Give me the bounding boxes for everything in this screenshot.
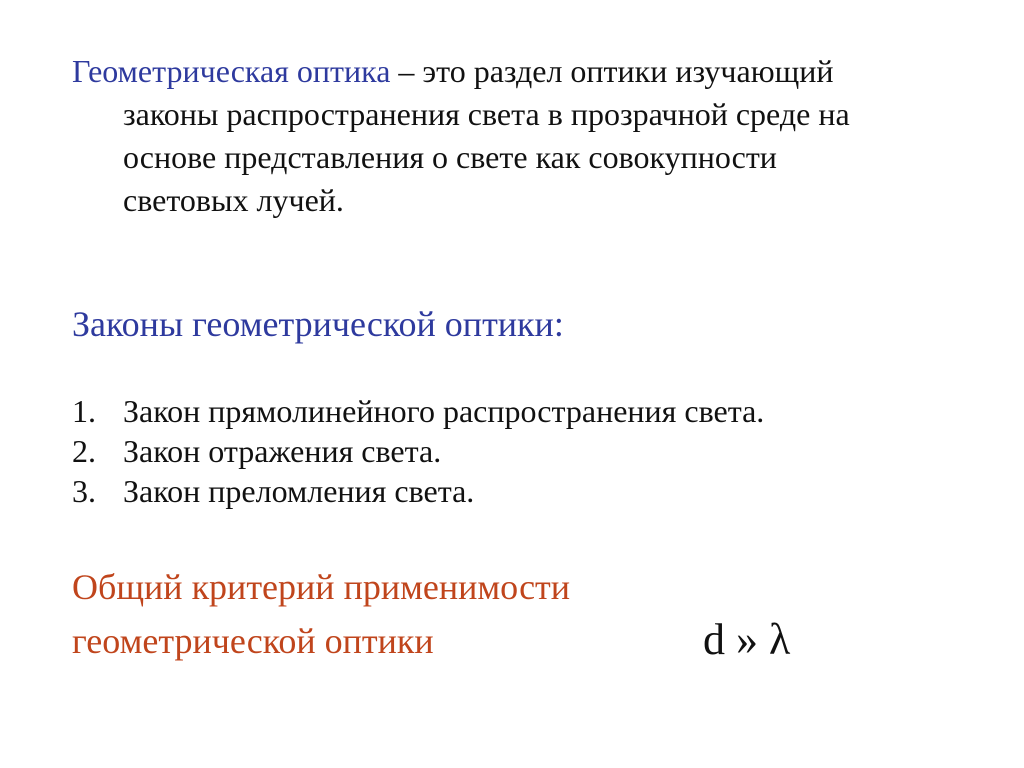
list-item-number: 2. [72, 433, 96, 469]
definition-line: основе представления о свете как совокупности [123, 139, 777, 175]
list-item-number: 1. [72, 393, 96, 429]
applicability-formula: d » λ [703, 615, 791, 664]
criterion-line: геометрической оптики [72, 621, 434, 661]
definition-line: законы распространения света в прозрачной среде на [123, 96, 850, 132]
definition-intro: – это раздел оптики изучающий [390, 53, 834, 89]
criterion-line: Общий критерий применимости [72, 567, 571, 607]
list-item-text: Закон преломления света. [123, 473, 475, 509]
list-item [72, 431, 764, 471]
laws-heading: Законы геометрической оптики: [72, 304, 564, 344]
definition-first-line [72, 50, 972, 93]
list-item-number: 3. [72, 473, 96, 509]
list-item [72, 391, 764, 431]
criterion-heading [72, 560, 570, 668]
definition-line: световых лучей. [123, 182, 344, 218]
definition-block [72, 50, 972, 222]
laws-list [72, 391, 764, 511]
definition-term: Геометрическая оптика [72, 53, 391, 89]
list-item-text: Закон прямолинейного распространения света. [123, 393, 765, 429]
list-item [72, 471, 764, 511]
list-item-text: Закон отражения света. [123, 433, 442, 469]
